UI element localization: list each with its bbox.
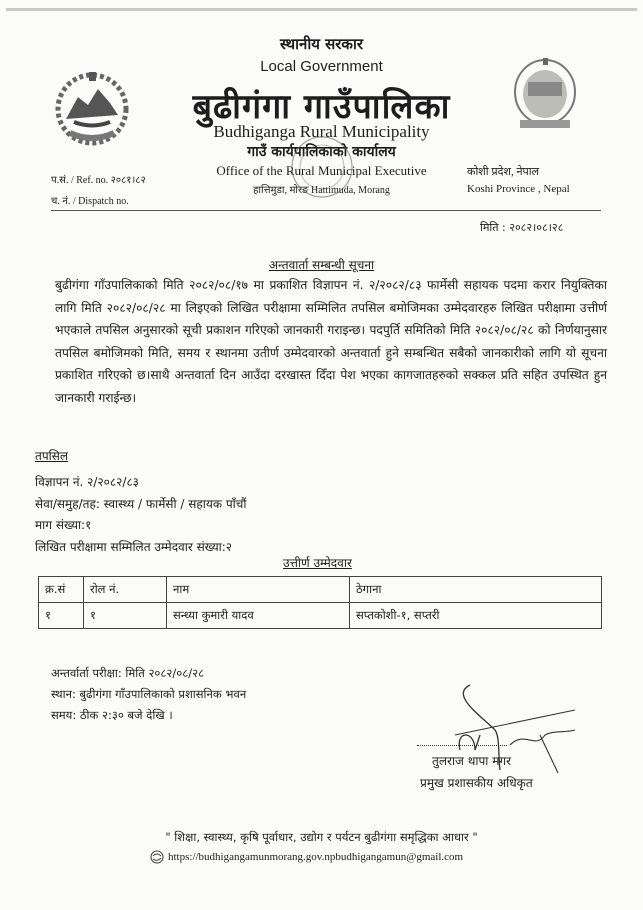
service-group-level: सेवा/समुह/तह: स्वास्थ्य / फार्मेसी / सहायक पाँचौं [35, 496, 247, 511]
notice-date: मिति : २०८२।०८।२८ [480, 221, 564, 234]
advert-number: विज्ञापन नं. २/२०८२/८३ [35, 475, 139, 489]
cell-roll: १ [84, 603, 167, 629]
local-government-dev: स्थानीय सरकार [280, 35, 363, 53]
footer-motto: " शिक्षा, स्वास्थ्य, कृषि पूर्वाधार, उद्योग र पर्यटन बुढीगंगा समृद्धिका आधार " [165, 830, 478, 844]
cell-name: सन्ध्या कुमारी यादव [167, 603, 350, 629]
office-address: हात्तिमुडा, मोरङ Hattimuda, Morang [253, 185, 390, 196]
header-divider [51, 210, 601, 211]
contact-url-email[interactable]: https://budhigangamunmorang.gov.npbudhigangamun@gmail.com [168, 851, 464, 863]
notice-body: बुढीगंगा गाँउपालिकाको मिति २०८२/०८/१७ मा प्रकाशित विज्ञापन नं. २/२०८२/८३ फार्मेसी सहायक पदमा करार नियुक्तिका लागि मिति २०८२/०८/२८ मा लिइएको लिखित परीक्षामा सम्मिलित तपसिल बमोजिमका उम्मेदवारहरु लिखित परीक्षामा उत्तीर्ण भएकाले तपसिल अनुसारको सूची प्रकाशन गरिएको जानकारी गराइन्छ। पदपुर्ति समितिको मिति २०८२/०८/२८ को निर्णयानुसार तपसिल बमोजिमको मिति, समय र स्थानमा उतीर्ण उम्मेदवारको अन्तवार्ता हुने सम्बन्धित सबैको जानकारीको लागि यो सूचना प्रकाशित गरिएको छ।साथै अन्तवार्ता दिन आउँदा दरखास्त दिँदा पेश भएका कागजातहरुको सक्कल प्रति सहित उपस्थित हुन जानकारी गराईन्छ। [55, 278, 607, 405]
col-serial: क्र.सं [39, 577, 84, 603]
dispatch-number: च. नं. / Dispatch no. [51, 196, 129, 207]
cell-serial: १ [39, 603, 84, 629]
signatory-name: तुलराज थापा मगर [432, 754, 512, 768]
interview-details [51, 663, 246, 726]
col-roll: रोल नं. [84, 577, 167, 603]
col-address: ठेगाना [350, 577, 602, 603]
candidates-count: लिखित परीक्षामा सम्मिलित उम्मेदवार संख्या:२ [35, 539, 233, 554]
local-government-en: Local Government [260, 58, 383, 75]
details-block [35, 472, 247, 558]
signatory-title: प्रमुख प्रशासकीय अधिकृत [420, 776, 533, 790]
table-header-row [39, 577, 602, 603]
signature-line [417, 745, 507, 746]
passed-candidates-table [38, 576, 602, 629]
office-name-dev: गाउँ कार्यपालिकाको कार्यालय [247, 144, 396, 160]
col-name: नाम [167, 577, 350, 603]
interview-time: समय: ठीक २:३० बजे देखि । [51, 708, 173, 722]
scan-edge [6, 8, 637, 11]
interview-place: स्थान: बुढीगंगा गाँउपालिकाको प्रशासनिक भवन [51, 687, 247, 701]
province-en: Koshi Province , Nepal [467, 183, 570, 195]
interview-date: अन्तर्वार्ता परीक्षा: मिति २०८२/०८/२८ [51, 666, 205, 680]
demand-count: माग संख्या:१ [35, 518, 92, 532]
notice-title-text: अन्तवार्ता सम्बन्धी सूचना [268, 258, 375, 272]
province-dev: कोशी प्रदेश, नेपाल [467, 166, 540, 178]
office-stamp-icon [282, 132, 362, 202]
passed-candidates-heading: उत्तीर्ण उम्मेदवार [283, 556, 352, 570]
table-row [39, 603, 602, 629]
globe-icon [150, 850, 164, 864]
cell-address: सप्तकोशी-१, सप्तरी [350, 603, 602, 629]
footer-contact [150, 850, 463, 864]
municipality-name-dev: बुढीगंगा गाउँपालिका [192, 87, 451, 127]
notice-title [0, 256, 643, 273]
reference-number: प.सं. / Ref. no. २०८१।८२ [51, 175, 146, 186]
office-name-en: Office of the Rural Municipal Executive [216, 163, 427, 178]
details-heading: तपसिल [35, 449, 69, 463]
municipality-name-en: Budhiganga Rural Municipality [213, 122, 430, 141]
